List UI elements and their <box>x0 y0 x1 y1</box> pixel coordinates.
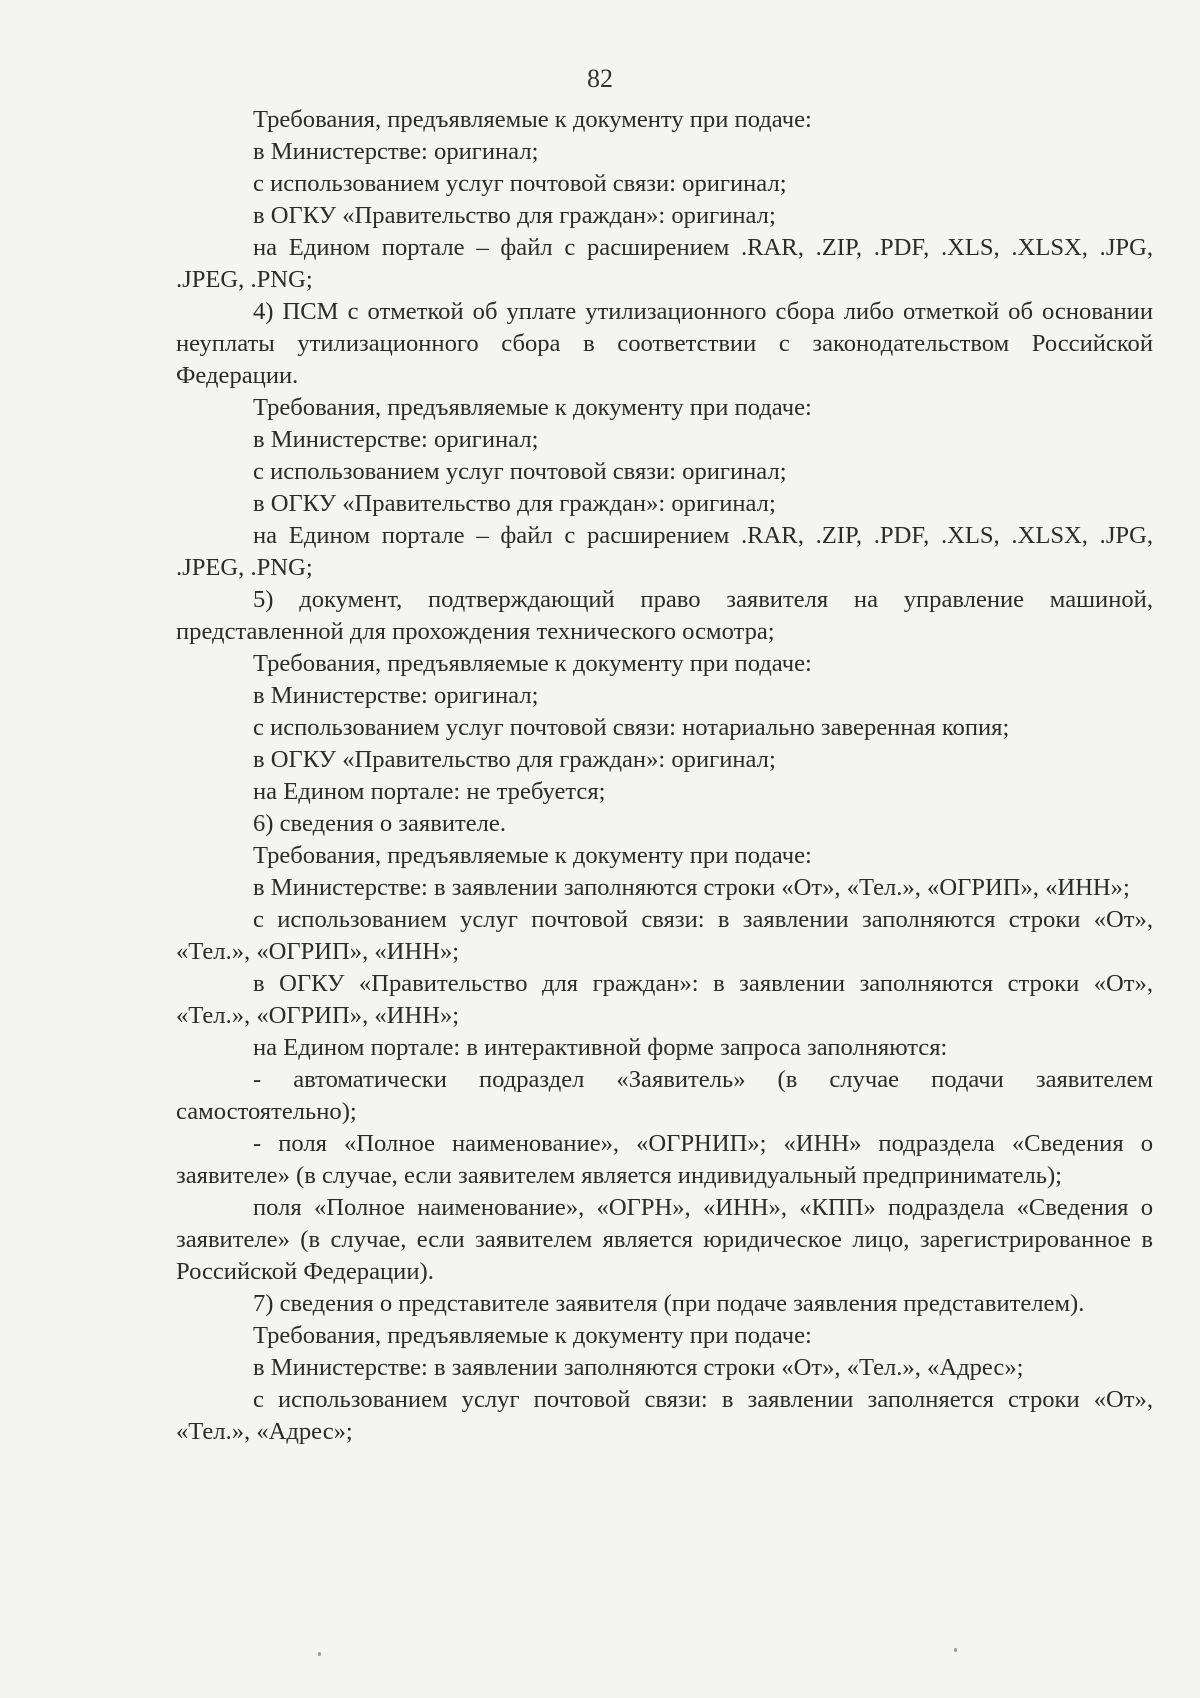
paragraph: 6) сведения о заявителе. <box>253 810 506 837</box>
paragraph: на Едином портале – файл с расширением .RAR, .ZIP, .PDF, .XLS, .XLSX, .JPG, .JPEG, .PNG; <box>176 234 1153 293</box>
paragraph: 5) документ, подтверждающий право заявителя на управление машиной, представленной для прохождения технического осмотра; <box>176 586 1153 645</box>
document-body <box>176 104 1153 1448</box>
scan-speck <box>318 1652 321 1656</box>
paragraph: поля «Полное наименование», «ОГРН», «ИНН», «КПП» подраздела «Сведения о заявителе» (в случае, если заявителем является юридическое лицо, зарегистрированное в Российской Федерации). <box>176 1194 1153 1285</box>
paragraph: на Едином портале: не требуется; <box>253 778 606 805</box>
paragraph: Требования, предъявляемые к документу при подаче: <box>253 842 812 869</box>
paragraph: в Министерстве: оригинал; <box>253 426 539 453</box>
paragraph: в ОГКУ «Правительство для граждан»: в заявлении заполняются строки «От», «Тел.», «ОГРИП», «ИНН»; <box>176 970 1153 1029</box>
paragraph: в ОГКУ «Правительство для граждан»: оригинал; <box>253 202 776 229</box>
paragraph: 4) ПСМ с отметкой об уплате утилизационного сбора либо отметкой об основании неуплаты утилизационного сбора в соответствии с законодательством Российской Федерации. <box>176 298 1153 389</box>
paragraph: в Министерстве: в заявлении заполняются строки «От», «Тел.», «Адрес»; <box>253 1354 1024 1381</box>
paragraph: с использованием услуг почтовой связи: оригинал; <box>253 458 787 485</box>
paragraph: с использованием услуг почтовой связи: в заявлении заполняется строки «От», «Тел.», «Адрес»; <box>176 1386 1153 1445</box>
paragraph: в Министерстве: оригинал; <box>253 138 539 165</box>
paragraph: с использованием услуг почтовой связи: в заявлении заполняются строки «От», «Тел.», «ОГРИП», «ИНН»; <box>176 906 1153 965</box>
paragraph: Требования, предъявляемые к документу при подаче: <box>253 650 812 677</box>
paragraph: с использованием услуг почтовой связи: нотариально заверенная копия; <box>253 714 1010 741</box>
paragraph: в Министерстве: оригинал; <box>253 682 539 709</box>
paragraph: в ОГКУ «Правительство для граждан»: оригинал; <box>253 746 776 773</box>
paragraph: Требования, предъявляемые к документу при подаче: <box>253 106 812 133</box>
paragraph: - поля «Полное наименование», «ОГРНИП»; «ИНН» подраздела «Сведения о заявителе» (в случае, если заявителем является индивидуальный предприниматель); <box>176 1130 1153 1189</box>
paragraph: с использованием услуг почтовой связи: оригинал; <box>253 170 787 197</box>
paragraph: на Едином портале – файл с расширением .RAR, .ZIP, .PDF, .XLS, .XLSX, .JPG, .JPEG, .PNG; <box>176 522 1153 581</box>
paragraph: в ОГКУ «Правительство для граждан»: оригинал; <box>253 490 776 517</box>
page-number: 82 <box>587 64 613 93</box>
paragraph: на Едином портале: в интерактивной форме запроса заполняются: <box>253 1034 948 1061</box>
scan-speck <box>954 1648 957 1652</box>
paragraph: Требования, предъявляемые к документу при подаче: <box>253 1322 812 1349</box>
paragraph: 7) сведения о представителе заявителя (при подаче заявления представителем). <box>253 1290 1085 1317</box>
paragraph: - автоматически подраздел «Заявитель» (в случае подачи заявителем самостоятельно); <box>176 1066 1153 1125</box>
paragraph: в Министерстве: в заявлении заполняются строки «От», «Тел.», «ОГРИП», «ИНН»; <box>253 874 1130 901</box>
paragraph: Требования, предъявляемые к документу при подаче: <box>253 394 812 421</box>
